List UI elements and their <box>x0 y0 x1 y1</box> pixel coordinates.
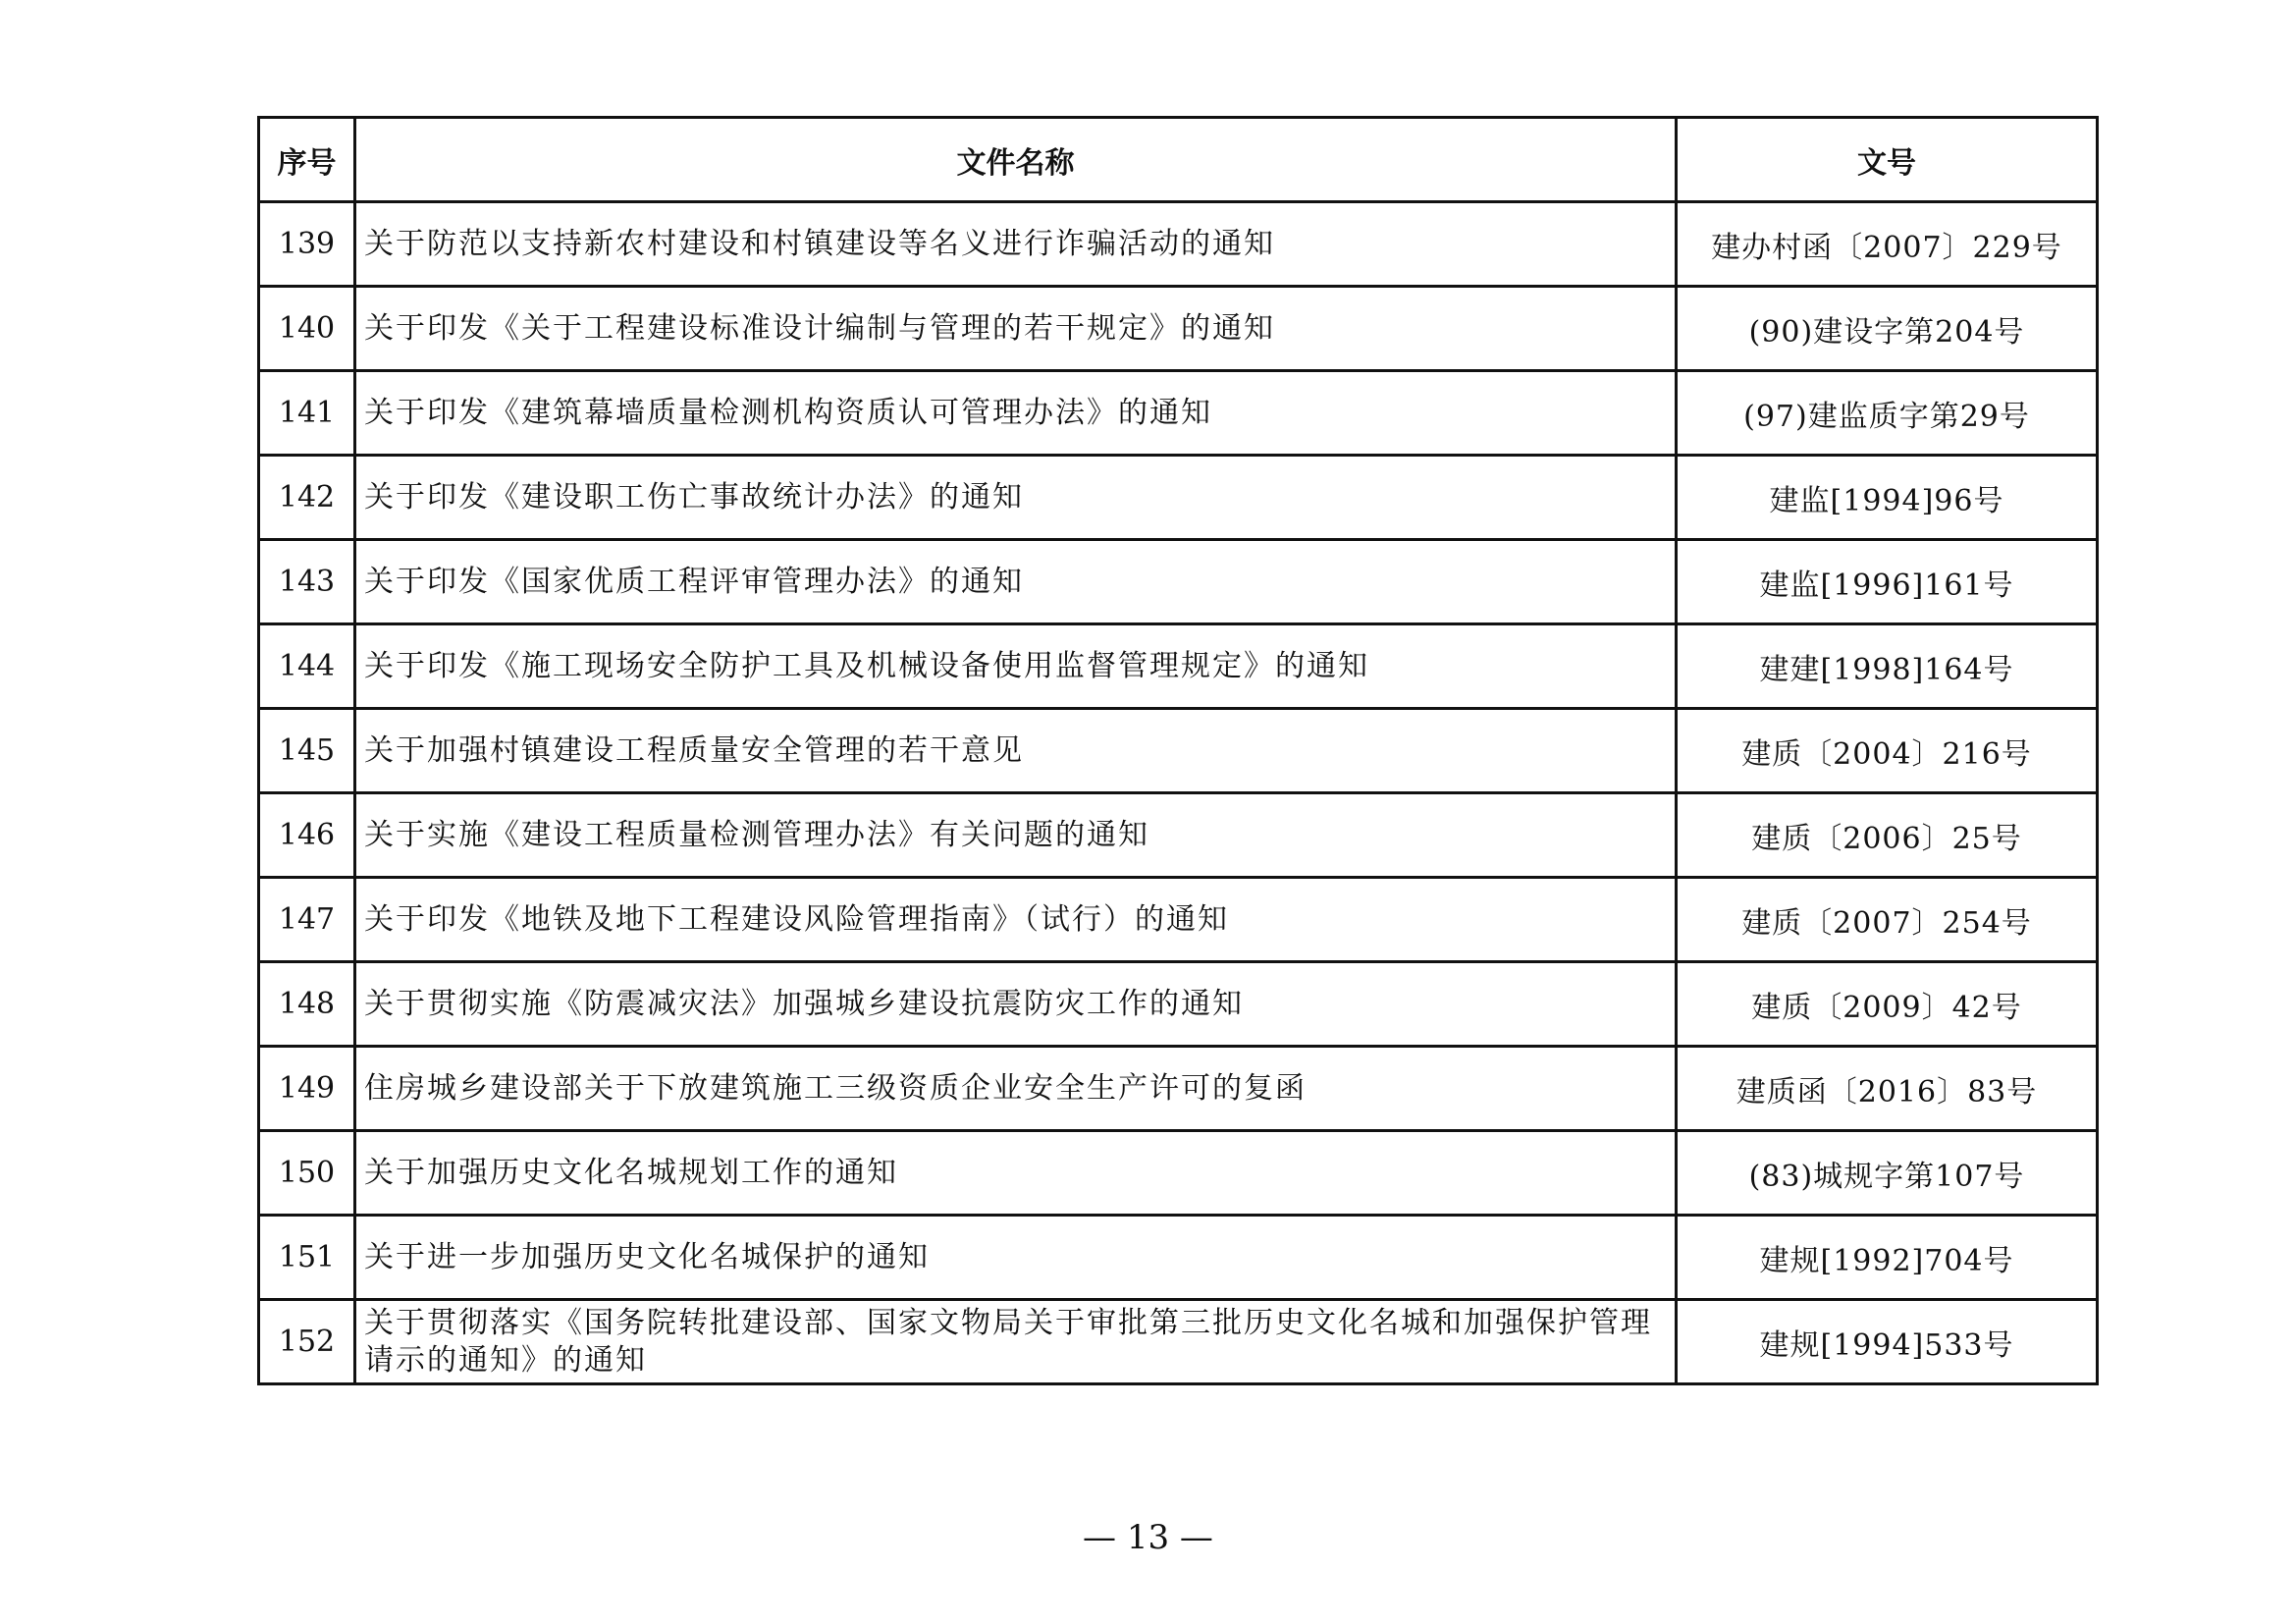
table-row <box>259 456 2098 540</box>
row-seq: 142 <box>259 456 355 540</box>
row-name: 关于印发《国家优质工程评审管理办法》的通知 <box>355 540 1677 624</box>
row-seq: 139 <box>259 202 355 287</box>
table-row <box>259 878 2098 962</box>
table-row <box>259 709 2098 793</box>
row-seq: 152 <box>259 1300 355 1384</box>
row-number: 建监[1996]161号 <box>1677 540 2098 624</box>
table-row <box>259 624 2098 709</box>
row-number: 建质〔2009〕42号 <box>1677 962 2098 1047</box>
row-name: 关于印发《关于工程建设标准设计编制与管理的若干规定》的通知 <box>355 287 1677 371</box>
table-row <box>259 962 2098 1047</box>
page-number: — 13 — <box>1083 1518 1213 1557</box>
row-name: 关于加强村镇建设工程质量安全管理的若干意见 <box>355 709 1677 793</box>
row-number: 建质〔2007〕254号 <box>1677 878 2098 962</box>
header-number: 文号 <box>1677 118 2098 202</box>
table-row <box>259 793 2098 878</box>
row-name: 住房城乡建设部关于下放建筑施工三级资质企业安全生产许可的复函 <box>355 1047 1677 1131</box>
row-seq: 148 <box>259 962 355 1047</box>
row-name: 关于贯彻实施《防震减灾法》加强城乡建设抗震防灾工作的通知 <box>355 962 1677 1047</box>
row-seq: 145 <box>259 709 355 793</box>
row-number: 建办村函〔2007〕229号 <box>1677 202 2098 287</box>
row-seq: 144 <box>259 624 355 709</box>
table-row <box>259 287 2098 371</box>
table-row <box>259 371 2098 456</box>
row-number: (97)建监质字第29号 <box>1677 371 2098 456</box>
row-number: 建规[1994]533号 <box>1677 1300 2098 1384</box>
row-seq: 141 <box>259 371 355 456</box>
row-name: 关于实施《建设工程质量检测管理办法》有关问题的通知 <box>355 793 1677 878</box>
row-number: (90)建设字第204号 <box>1677 287 2098 371</box>
table-row <box>259 1047 2098 1131</box>
row-name: 关于加强历史文化名城规划工作的通知 <box>355 1131 1677 1216</box>
row-seq: 146 <box>259 793 355 878</box>
row-number: 建监[1994]96号 <box>1677 456 2098 540</box>
row-seq: 150 <box>259 1131 355 1216</box>
row-seq: 147 <box>259 878 355 962</box>
row-number: 建质〔2006〕25号 <box>1677 793 2098 878</box>
row-name: 关于防范以支持新农村建设和村镇建设等名义进行诈骗活动的通知 <box>355 202 1677 287</box>
documents-table <box>257 116 2099 1385</box>
table-row <box>259 1216 2098 1300</box>
row-number: 建建[1998]164号 <box>1677 624 2098 709</box>
row-name: 关于印发《施工现场安全防护工具及机械设备使用监督管理规定》的通知 <box>355 624 1677 709</box>
row-name: 关于贯彻落实《国务院转批建设部、国家文物局关于审批第三批历史文化名城和加强保护管理请示的通知》的通知 <box>355 1300 1677 1384</box>
row-seq: 140 <box>259 287 355 371</box>
row-seq: 151 <box>259 1216 355 1300</box>
table-row <box>259 1131 2098 1216</box>
row-number: 建规[1992]704号 <box>1677 1216 2098 1300</box>
row-name: 关于印发《建设职工伤亡事故统计办法》的通知 <box>355 456 1677 540</box>
row-number: 建质〔2004〕216号 <box>1677 709 2098 793</box>
row-number: (83)城规字第107号 <box>1677 1131 2098 1216</box>
header-name: 文件名称 <box>355 118 1677 202</box>
row-seq: 143 <box>259 540 355 624</box>
table-header-row <box>259 118 2098 202</box>
table-row <box>259 1300 2098 1384</box>
row-seq: 149 <box>259 1047 355 1131</box>
row-name: 关于进一步加强历史文化名城保护的通知 <box>355 1216 1677 1300</box>
table-row <box>259 540 2098 624</box>
row-name: 关于印发《地铁及地下工程建设风险管理指南》（试行）的通知 <box>355 878 1677 962</box>
table-row <box>259 202 2098 287</box>
row-number: 建质函〔2016〕83号 <box>1677 1047 2098 1131</box>
header-seq: 序号 <box>259 118 355 202</box>
row-name: 关于印发《建筑幕墙质量检测机构资质认可管理办法》的通知 <box>355 371 1677 456</box>
